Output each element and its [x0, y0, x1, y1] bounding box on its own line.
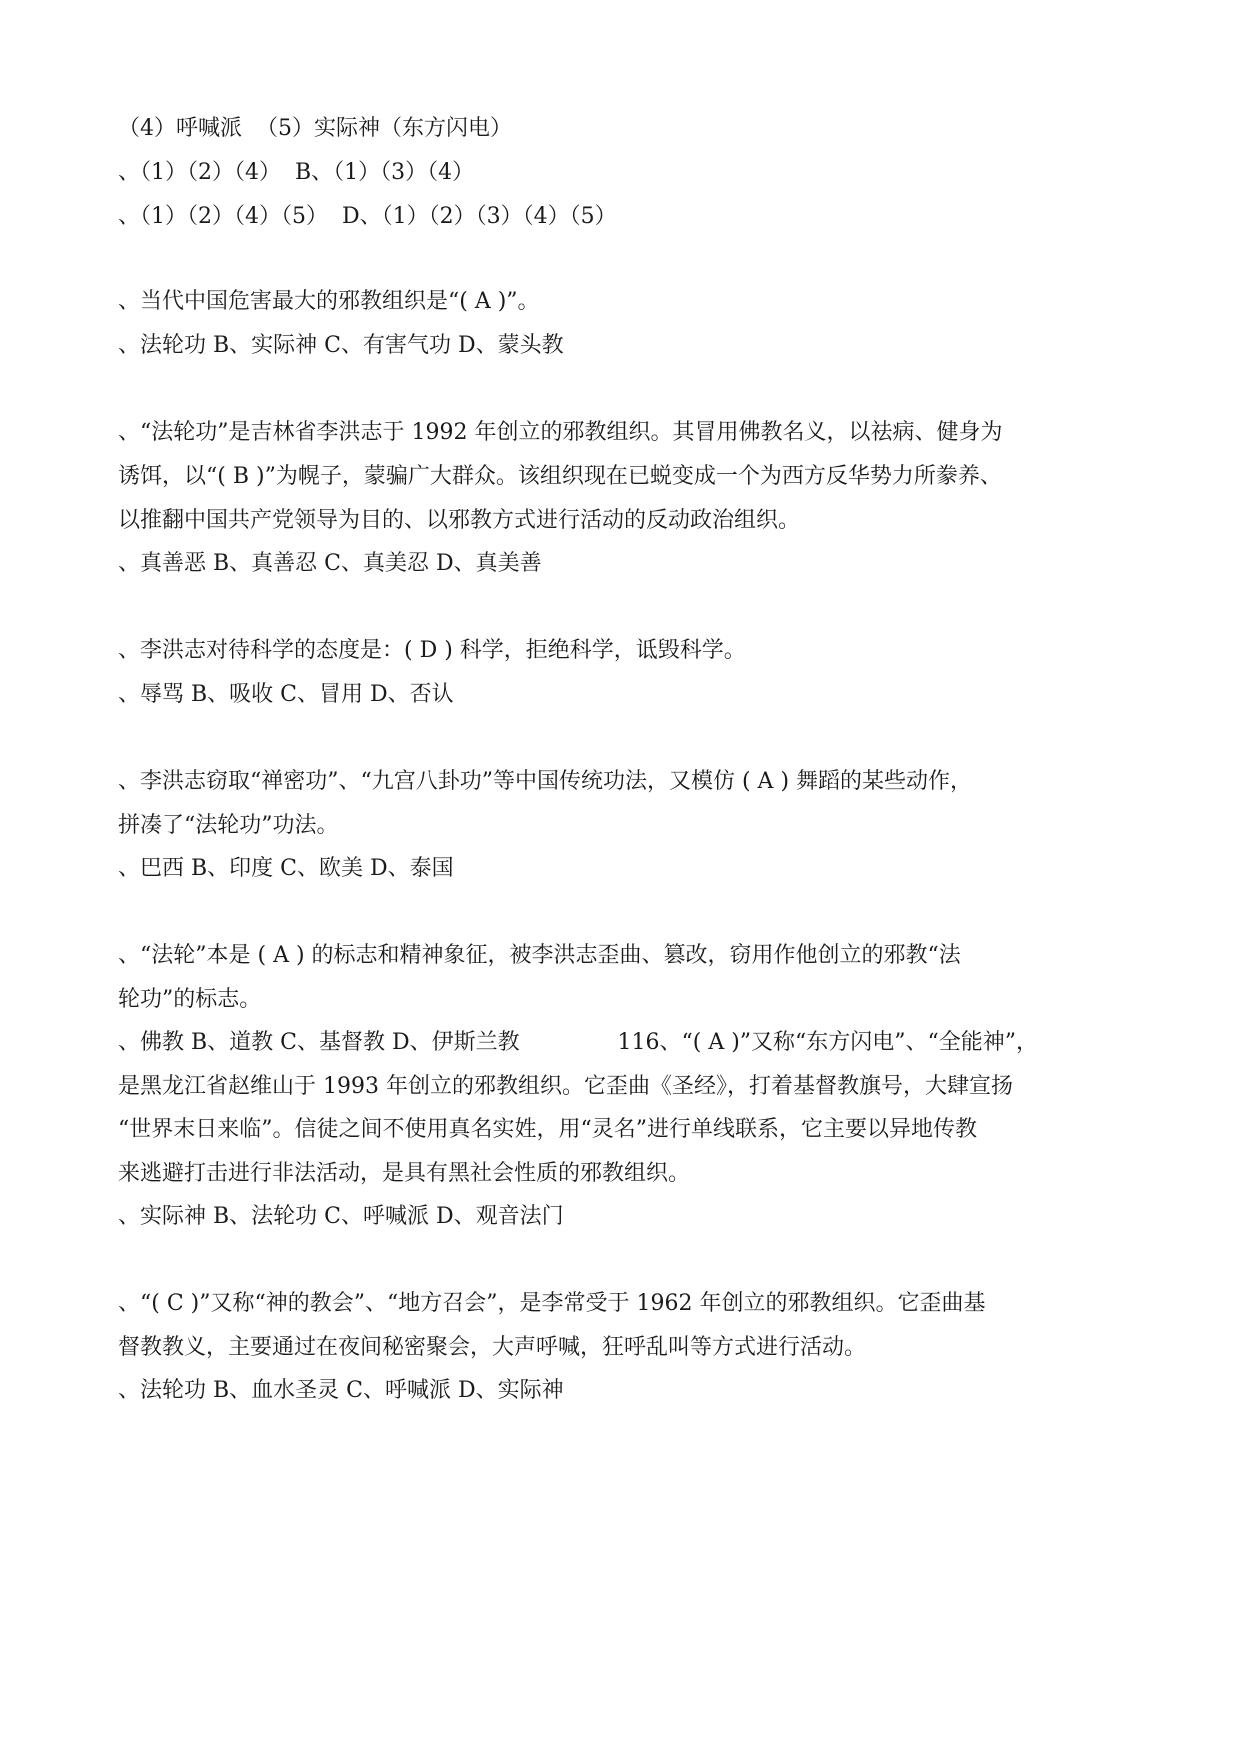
text-line: 、佛教 B、道教 C、基督教 D、伊斯兰教 116、“( A )”又称“东方闪电”、“全能神”， — [118, 1030, 1039, 1055]
text-line: 、（1）（2）（4）（5） D、（1）（2）（3）（4）（5） — [118, 204, 617, 229]
text-line: 以推翻中国共产党领导为目的、以邪教方式进行活动的反动政治组织。 — [118, 508, 801, 533]
text-line: 、“法轮”本是 ( A ) 的标志和精神象征，被李洪志歪曲、篡改，窃用作他创立的邪教“法 — [118, 943, 961, 968]
text-line: 诱饵，以“( B )”为幌子，蒙骗广大群众。该组织现在已蜕变成一个为西方反华势力所豢养、 — [118, 464, 1002, 489]
text-line: 、“法轮功”是吉林省李洪志于 1992 年创立的邪教组织。其冒用佛教名义，以祛病、健身为 — [118, 420, 1003, 445]
text-line: 、李洪志对待科学的态度是：( D ) 科学，拒绝科学，诋毁科学。 — [118, 638, 746, 663]
text-line: 、法轮功 B、血水圣灵 C、呼喊派 D、实际神 — [118, 1378, 564, 1403]
text-line: 、（1）（2）（4） B、（1）（3）（4） — [118, 160, 475, 185]
text-line: （4）呼喊派 （5）实际神（东方闪电） — [118, 116, 512, 141]
text-line: 、辱骂 B、吸收 C、冒用 D、否认 — [118, 682, 454, 707]
text-line: 、巴西 B、印度 C、欧美 D、泰国 — [118, 856, 454, 881]
text-line: 拼凑了“法轮功”功法。 — [118, 813, 339, 838]
text-line: “世界末日来临”。信徒之间不使用真名实姓，用“灵名”进行单线联系，它主要以异地传教 — [118, 1117, 977, 1142]
text-line: 、法轮功 B、实际神 C、有害气功 D、蒙头教 — [118, 333, 564, 358]
text-line: 、李洪志窃取“禅密功”、“九宫八卦功”等中国传统功法，又模仿 ( A ) 舞蹈的某些动作， — [118, 769, 973, 794]
text-line: 、“( C )”又称“神的教会”、“地方召会”，是李常受于 1962 年创立的邪教组织。它歪曲基 — [118, 1291, 986, 1316]
text-line: 轮功”的标志。 — [118, 987, 262, 1012]
text-line: 是黑龙江省赵维山于 1993 年创立的邪教组织。它歪曲《圣经》，打着基督教旗号，大肆宣扬 — [118, 1074, 1013, 1099]
text-line: 来逃避打击进行非法活动，是具有黑社会性质的邪教组织。 — [118, 1161, 691, 1186]
text-line: 、当代中国危害最大的邪教组织是“( A )”。 — [118, 289, 540, 314]
text-line: 、真善恶 B、真善忍 C、真美忍 D、真美善 — [118, 551, 542, 576]
text-line: 督教教义，主要通过在夜间秘密聚会，大声呼喊，狂呼乱叫等方式进行活动。 — [118, 1335, 867, 1360]
text-line: 、实际神 B、法轮功 C、呼喊派 D、观音法门 — [118, 1204, 564, 1229]
